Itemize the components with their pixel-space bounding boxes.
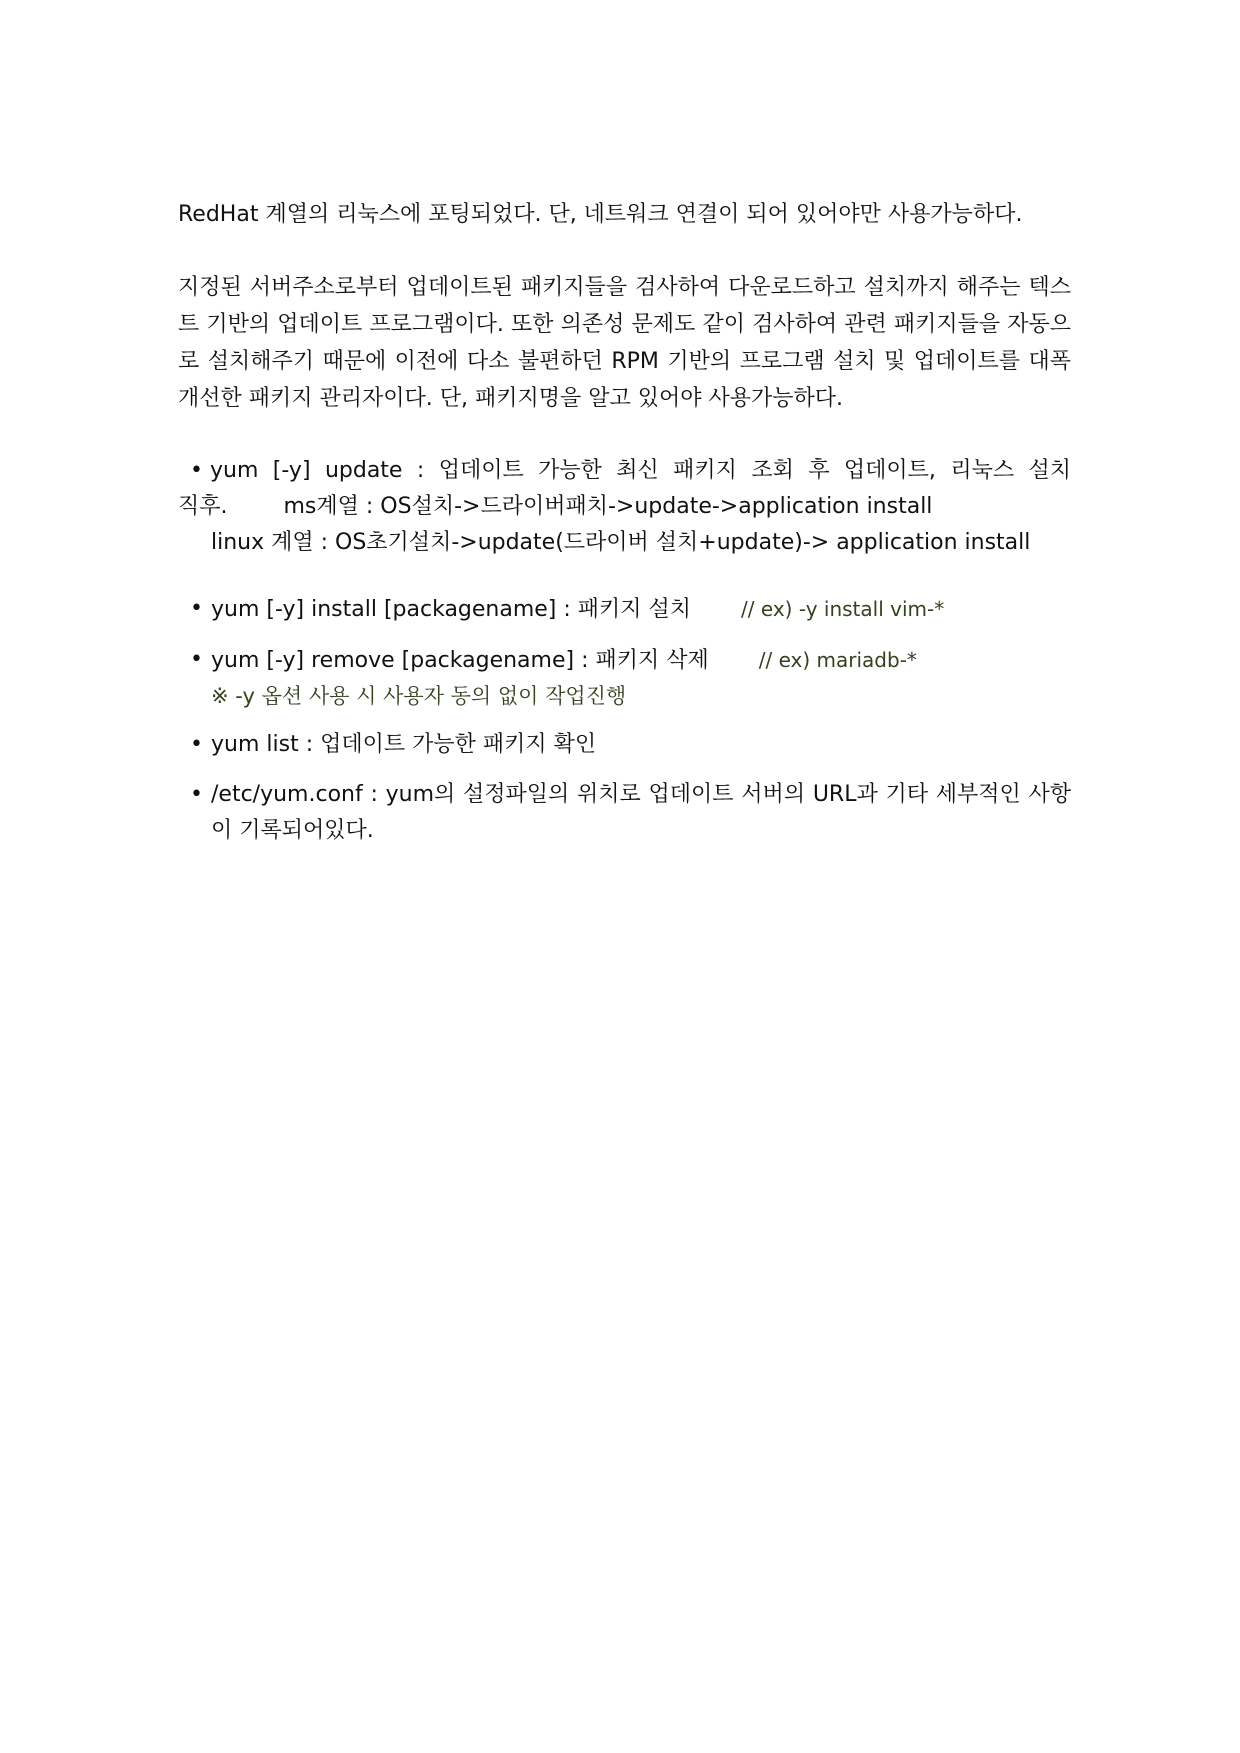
command-list xyxy=(178,453,1071,849)
list-description: yum list : 업데이트 가능한 패키지 확인 xyxy=(211,732,597,757)
install-example-comment: // ex) -y install vim-* xyxy=(741,597,945,621)
list-item-list xyxy=(178,727,1071,763)
update-continuation: 직후. xyxy=(178,494,228,519)
remove-option-note: ※ -y 옵션 사용 시 사용자 동의 없이 작업진행 xyxy=(211,684,627,708)
intro-paragraph: RedHat 계열의 리눅스에 포팅되었다. 단, 네트워크 연결이 되어 있어야만 사용가능하다. xyxy=(178,202,1023,227)
update-description: yum [-y] update : 업데이트 가능한 최신 패키지 조회 후 업데이트, 리눅스 설치 xyxy=(210,458,1071,483)
list-item-install xyxy=(178,591,1071,628)
document-body xyxy=(178,196,1071,849)
list-item-conf xyxy=(178,777,1071,849)
list-item-update xyxy=(178,453,1071,561)
bullet-icon: • xyxy=(190,732,203,757)
conf-description: /etc/yum.conf : yum의 설정파일의 위치로 업데이트 서버의 URL과 기타 세부적인 사항이 기록되어있다. xyxy=(211,782,1071,843)
update-line-2 xyxy=(178,489,1071,525)
bullet-icon: • xyxy=(190,647,203,672)
description-paragraph: 지정된 서버주소로부터 업데이트된 패키지들을 검사하여 다운로드하고 설치까지 해주는 텍스트 기반의 업데이트 프로그램이다. 또한 의존성 문제도 같이 검사하여 관련 패키지들을 자동으로 설치해주기 때문에 이전에 다소 불편하던 RPM 기반의 프로그램 설치 및 업데이트를 대폭 개선한 패키지 관리자이다. 단, 패키지명을 알고 있어야 사용가능하다. xyxy=(178,275,1071,411)
remove-example-comment: // ex) mariadb-* xyxy=(758,648,917,672)
update-linux-sequence: linux 계열 : OS초기설치->update(드라이버 설치+update)-> application install xyxy=(211,530,1031,555)
bullet-icon: • xyxy=(190,596,203,621)
bullet-icon: • xyxy=(190,458,203,483)
list-item-remove xyxy=(178,642,1071,713)
install-description: yum [-y] install [packagename] : 패키지 설치 xyxy=(211,597,692,622)
bullet-icon: • xyxy=(190,782,203,807)
update-ms-sequence: ms계열 : OS설치->드라이버패치->update->application install xyxy=(283,494,933,519)
update-line-1 xyxy=(178,453,1071,489)
remove-description: yum [-y] remove [packagename] : 패키지 삭제 xyxy=(211,648,709,673)
